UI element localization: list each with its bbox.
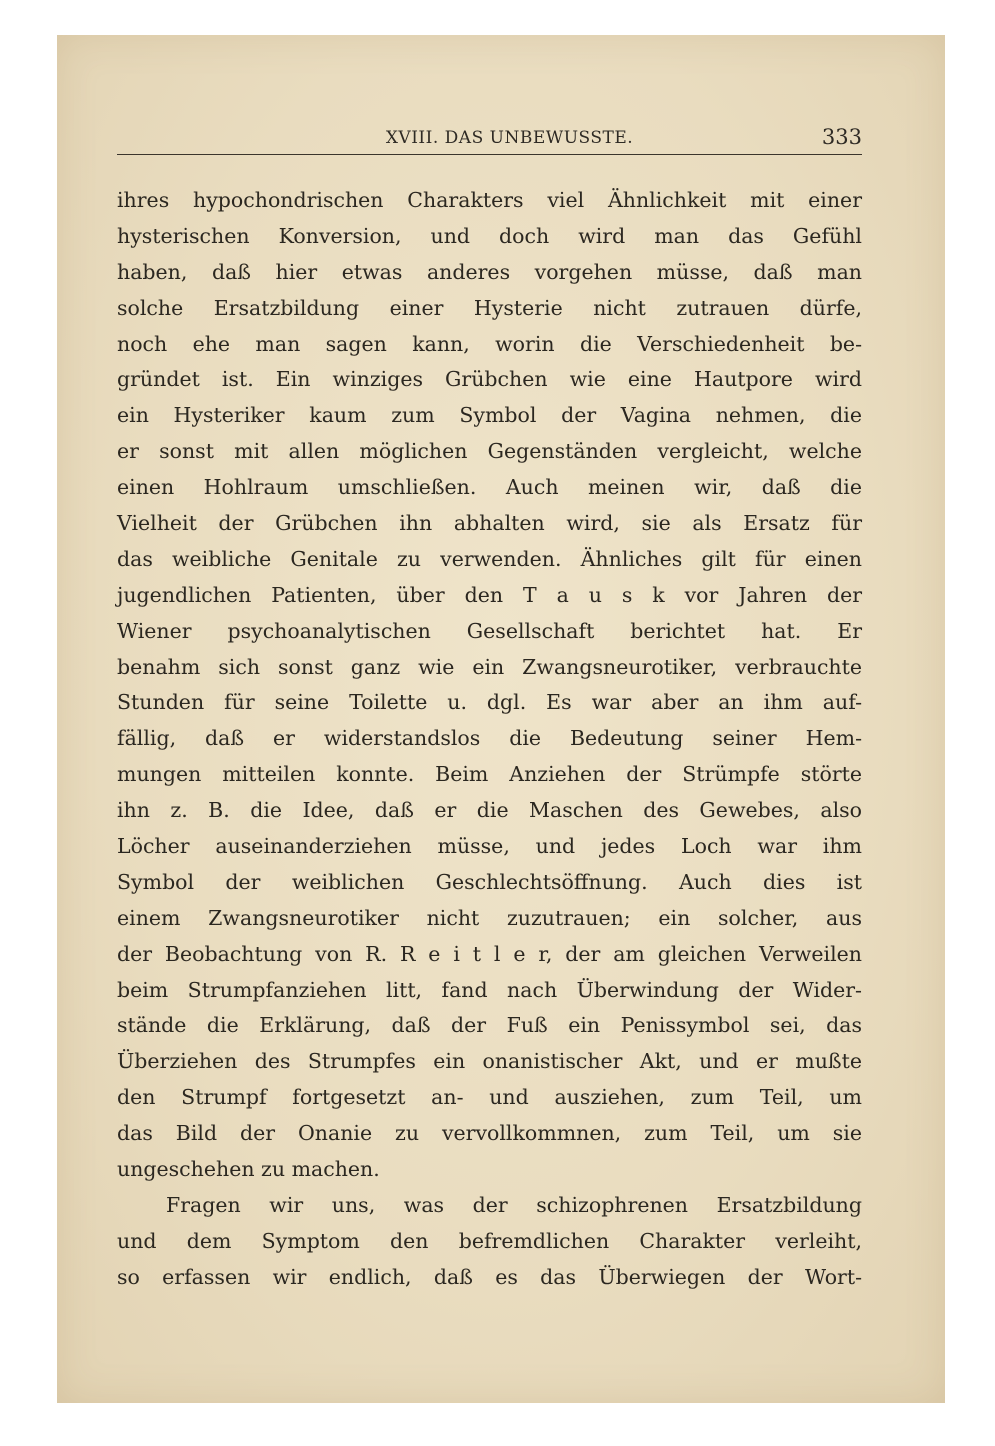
text-line: Stunden für seine Toilette u. dgl. Es war aber an ihm auf- — [117, 690, 862, 715]
text-line: Überziehen des Strumpfes ein onanistischer Akt, und er mußte — [117, 1049, 862, 1074]
text-line: der Beobachtung von R. R e i t l e r, der am gleichen Verweilen — [117, 941, 862, 966]
text-line: solche Ersatzbildung einer Hysterie nicht zutrauen dürfe, — [117, 295, 862, 320]
text-line: er sonst mit allen möglichen Gegenständen vergleicht, welche — [117, 439, 862, 464]
chapter-title: XVIII. DAS UNBEWUSSTE. — [385, 128, 634, 148]
text-line: das Bild der Onanie zu vervollkommnen, zum Teil, um sie — [117, 1121, 862, 1146]
header-rule — [117, 154, 862, 155]
text-line: den Strumpf fortgesetzt an- und ausziehen, zum Teil, um — [117, 1085, 862, 1110]
text-line: fällig, daß er widerstandslos die Bedeutung seiner Hem- — [117, 726, 862, 751]
text-line: ihres hypochondrischen Charakters viel Ähnlichkeit mit einer — [117, 188, 862, 212]
paragraph-start-line: Fragen wir uns, was der schizophrenen Ersatzbildung — [166, 1192, 862, 1217]
text-line: noch ehe man sagen kann, worin die Verschiedenheit be- — [117, 331, 862, 356]
body-text — [117, 183, 862, 1296]
paragraph-end-line: ungeschehen zu machen. — [117, 1157, 380, 1182]
text-line: hysterischen Konversion, und doch wird man das Gefühl — [117, 223, 862, 248]
text-line: und dem Symptom den befremdlichen Charakter verleiht, — [117, 1228, 862, 1253]
text-line: mungen mitteilen konnte. Beim Anziehen der Strümpfe störte — [117, 762, 862, 787]
text-line: das weibliche Genitale zu verwenden. Ähnliches gilt für einen — [117, 546, 862, 571]
text-line: so erfassen wir endlich, daß es das Überwiegen der Wort- — [117, 1264, 862, 1289]
text-line: Symbol der weiblichen Geschlechtsöffnung. Auch dies ist — [117, 869, 862, 894]
text-line: jugendlichen Patienten, über den T a u s k vor Jahren der — [117, 582, 862, 607]
text-line: Vielheit der Grübchen ihn abhalten wird, sie als Ersatz für — [117, 511, 862, 536]
text-line: stände die Erklärung, daß der Fuß ein Penissymbol sei, das — [117, 1013, 862, 1038]
text-line: Löcher auseinanderziehen müsse, und jedes Loch war ihm — [117, 834, 862, 859]
text-line: ihn z. B. die Idee, daß er die Maschen des Gewebes, also — [117, 798, 862, 823]
text-line: einen Hohlraum umschließen. Auch meinen wir, daß die — [117, 475, 862, 500]
running-head — [117, 122, 862, 152]
text-line: benahm sich sonst ganz wie ein Zwangsneurotiker, verbrauchte — [117, 654, 862, 679]
text-line: beim Strumpfanziehen litt, fand nach Überwindung der Wider- — [117, 977, 862, 1002]
text-line: einem Zwangsneurotiker nicht zuzutrauen; ein solcher, aus — [117, 905, 862, 930]
page-number: 333 — [821, 125, 862, 149]
text-line: haben, daß hier etwas anderes vorgehen müsse, daß man — [117, 259, 862, 284]
text-line: gründet ist. Ein winziges Grübchen wie eine Hautpore wird — [117, 367, 862, 392]
text-line: ein Hysteriker kaum zum Symbol der Vagina nehmen, die — [117, 403, 862, 428]
text-line: Wiener psychoanalytischen Gesellschaft berichtet hat. Er — [117, 618, 862, 643]
